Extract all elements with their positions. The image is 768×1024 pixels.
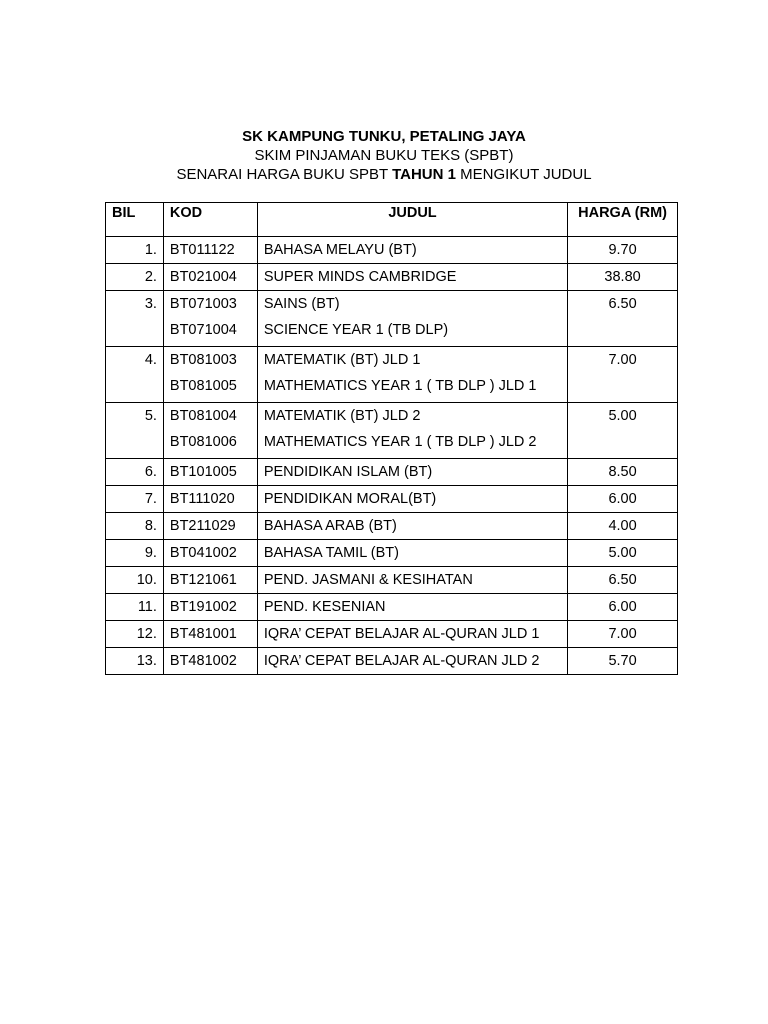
kod-code: BT191002 [169,599,237,615]
cell-harga: 9.70 [568,237,678,264]
cell-kod [163,513,257,540]
book-title: IQRA’ CEPAT BELAJAR AL-QURAN JLD 2 [263,653,540,669]
kod-code: BT481001 [169,626,237,642]
kod-code: BT011122 [169,242,235,258]
cell-kod [163,486,257,513]
kod-code: BT101005 [169,464,237,480]
table-row [106,621,678,648]
cell-harga: 7.00 [568,347,678,403]
column-header-bil: BIL [106,203,164,237]
table-row [106,237,678,264]
cell-judul [257,347,567,403]
cell-bil: 2. [106,264,164,291]
cell-kod [163,594,257,621]
cell-harga: 5.70 [568,648,678,675]
kod-code: BT081005 [169,378,237,394]
table-row [106,513,678,540]
book-title: IQRA’ CEPAT BELAJAR AL-QURAN JLD 1 [263,626,540,642]
cell-kod [163,567,257,594]
cell-kod [163,264,257,291]
table-row [106,459,678,486]
cell-judul [257,291,567,347]
kod-code: BT041002 [169,545,237,561]
kod-code: BT021004 [169,269,237,285]
cell-harga: 4.00 [568,513,678,540]
table-row [106,403,678,459]
kod-code: BT211029 [169,518,236,534]
kod-code: BT081004 [169,408,237,424]
cell-kod [163,459,257,486]
table-body [106,237,678,675]
cell-bil: 3. [106,291,164,347]
cell-judul [257,237,567,264]
book-title: MATEMATIK (BT) JLD 2 [263,408,421,424]
book-price-table [105,202,678,675]
school-name: SK KAMPUNG TUNKU, PETALING JAYA [242,128,526,145]
column-header-harga: HARGA (RM) [568,203,678,237]
cell-judul [257,486,567,513]
cell-kod [163,648,257,675]
book-title: BAHASA ARAB (BT) [263,518,397,534]
book-title: PEND. KESENIAN [263,599,386,615]
list-title-year: TAHUN 1 [392,166,456,183]
cell-bil: 1. [106,237,164,264]
cell-bil: 8. [106,513,164,540]
column-header-judul: JUDUL [257,203,567,237]
cell-kod [163,237,257,264]
book-title: BAHASA MELAYU (BT) [263,242,417,258]
list-title-suffix: MENGIKUT JUDUL [460,166,592,183]
cell-bil: 4. [106,347,164,403]
book-title: SAINS (BT) [263,296,340,312]
document-header [0,127,768,184]
table-row [106,486,678,513]
cell-judul [257,594,567,621]
list-title-prefix: SENARAI HARGA BUKU SPBT [176,166,388,183]
cell-kod [163,291,257,347]
book-title: SCIENCE YEAR 1 (TB DLP) [263,322,449,338]
book-title: PENDIDIKAN ISLAM (BT) [263,464,433,480]
cell-judul [257,621,567,648]
cell-harga: 5.00 [568,403,678,459]
cell-bil: 7. [106,486,164,513]
kod-code: BT081006 [169,434,237,450]
table-row [106,594,678,621]
cell-judul [257,648,567,675]
list-title [0,165,768,184]
cell-kod [163,540,257,567]
table-row [106,540,678,567]
kod-code: BT481002 [169,653,237,669]
book-title: MATEMATIK (BT) JLD 1 [263,352,421,368]
cell-bil: 6. [106,459,164,486]
kod-code: BT121061 [169,572,237,588]
table-row [106,347,678,403]
cell-bil: 9. [106,540,164,567]
kod-code: BT071003 [169,296,237,312]
cell-bil: 12. [106,621,164,648]
cell-judul [257,264,567,291]
cell-bil: 5. [106,403,164,459]
cell-harga: 5.00 [568,540,678,567]
cell-harga: 7.00 [568,621,678,648]
cell-judul [257,513,567,540]
table-row [106,567,678,594]
table-header-row [106,203,678,237]
cell-bil: 11. [106,594,164,621]
cell-harga: 6.00 [568,594,678,621]
cell-kod [163,403,257,459]
cell-harga: 6.50 [568,567,678,594]
column-header-kod: KOD [163,203,257,237]
kod-code: BT111020 [169,491,235,507]
scheme-name: SKIM PINJAMAN BUKU TEKS (SPBT) [254,147,514,164]
cell-judul [257,459,567,486]
cell-harga: 38.80 [568,264,678,291]
book-title: MATHEMATICS YEAR 1 ( TB DLP ) JLD 2 [263,434,537,450]
book-title: BAHASA TAMIL (BT) [263,545,399,561]
cell-bil: 13. [106,648,164,675]
kod-code: BT071004 [169,322,237,338]
book-title: SUPER MINDS CAMBRIDGE [263,269,457,285]
book-title: MATHEMATICS YEAR 1 ( TB DLP ) JLD 1 [263,378,537,394]
book-title: PEND. JASMANI & KESIHATAN [263,572,473,588]
cell-judul [257,403,567,459]
cell-judul [257,540,567,567]
cell-bil: 10. [106,567,164,594]
cell-kod [163,621,257,648]
kod-code: BT081003 [169,352,237,368]
cell-harga: 8.50 [568,459,678,486]
book-title: PENDIDIKAN MORAL(BT) [263,491,437,507]
table-row [106,264,678,291]
cell-judul [257,567,567,594]
cell-kod [163,347,257,403]
cell-harga: 6.00 [568,486,678,513]
table-row [106,291,678,347]
cell-harga: 6.50 [568,291,678,347]
table-row [106,648,678,675]
